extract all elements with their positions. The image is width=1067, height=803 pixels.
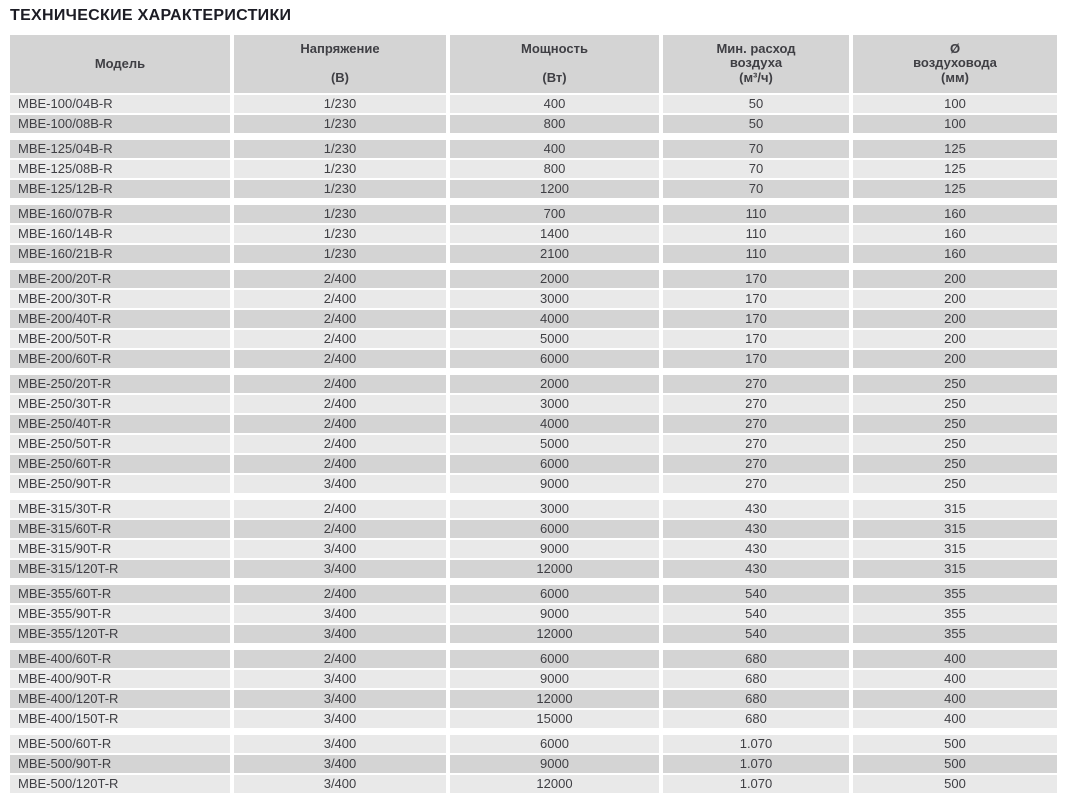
cell-power: 6000 xyxy=(450,455,659,473)
cell-airflow: 170 xyxy=(663,310,849,328)
header-label: Напряжение xyxy=(300,41,380,56)
cell-diameter: 200 xyxy=(853,350,1057,368)
cell-power: 12000 xyxy=(450,560,659,578)
cell-power: 6000 xyxy=(450,350,659,368)
header-cell-airflow xyxy=(663,35,849,93)
table-row xyxy=(10,455,1057,473)
spec-table xyxy=(10,35,1057,795)
cell-diameter: 355 xyxy=(853,605,1057,623)
table-row xyxy=(10,180,1057,198)
table-row xyxy=(10,500,1057,518)
cell-voltage: 2/400 xyxy=(234,375,446,393)
cell-diameter: 250 xyxy=(853,375,1057,393)
cell-diameter: 315 xyxy=(853,540,1057,558)
cell-voltage: 2/400 xyxy=(234,520,446,538)
table-row xyxy=(10,160,1057,178)
cell-model: MBE-200/30T-R xyxy=(10,290,230,308)
cell-airflow: 270 xyxy=(663,395,849,413)
cell-airflow: 430 xyxy=(663,500,849,518)
table-row xyxy=(10,375,1057,393)
cell-model: MBE-400/60T-R xyxy=(10,650,230,668)
cell-airflow: 430 xyxy=(663,540,849,558)
cell-power: 9000 xyxy=(450,475,659,493)
row-group xyxy=(10,375,1057,495)
header-label: Модель xyxy=(94,55,146,71)
cell-model: MBE-250/50T-R xyxy=(10,435,230,453)
header-cell-model xyxy=(10,35,230,93)
cell-diameter: 315 xyxy=(853,500,1057,518)
cell-power: 6000 xyxy=(450,650,659,668)
table-row xyxy=(10,140,1057,158)
cell-airflow: 680 xyxy=(663,650,849,668)
cell-power: 1200 xyxy=(450,180,659,198)
cell-diameter: 315 xyxy=(853,560,1057,578)
cell-power: 1400 xyxy=(450,225,659,243)
table-row xyxy=(10,395,1057,413)
table-row xyxy=(10,650,1057,668)
cell-model: MBE-200/40T-R xyxy=(10,310,230,328)
cell-voltage: 3/400 xyxy=(234,625,446,643)
cell-voltage: 2/400 xyxy=(234,350,446,368)
row-group xyxy=(10,735,1057,795)
table-row xyxy=(10,95,1057,113)
table-row xyxy=(10,270,1057,288)
cell-diameter: 500 xyxy=(853,755,1057,773)
cell-power: 700 xyxy=(450,205,659,223)
cell-model: MBE-250/90T-R xyxy=(10,475,230,493)
cell-airflow: 170 xyxy=(663,350,849,368)
cell-power: 6000 xyxy=(450,585,659,603)
cell-diameter: 160 xyxy=(853,225,1057,243)
cell-power: 5000 xyxy=(450,435,659,453)
cell-model: MBE-500/120T-R xyxy=(10,775,230,793)
cell-power: 9000 xyxy=(450,755,659,773)
cell-voltage: 1/230 xyxy=(234,140,446,158)
cell-voltage: 1/230 xyxy=(234,205,446,223)
row-group xyxy=(10,95,1057,135)
cell-model: MBE-160/21B-R xyxy=(10,245,230,263)
cell-diameter: 200 xyxy=(853,330,1057,348)
cell-airflow: 1.070 xyxy=(663,755,849,773)
cell-voltage: 2/400 xyxy=(234,435,446,453)
cell-airflow: 170 xyxy=(663,270,849,288)
table-row xyxy=(10,690,1057,708)
table-row xyxy=(10,310,1057,328)
cell-diameter: 355 xyxy=(853,585,1057,603)
cell-airflow: 680 xyxy=(663,690,849,708)
table-row xyxy=(10,415,1057,433)
table-row xyxy=(10,670,1057,688)
header-unit: (м³/ч) xyxy=(739,70,773,85)
cell-power: 2100 xyxy=(450,245,659,263)
table-row xyxy=(10,245,1057,263)
cell-voltage: 2/400 xyxy=(234,270,446,288)
header-unit: (Вт) xyxy=(542,70,567,85)
cell-voltage: 2/400 xyxy=(234,585,446,603)
cell-airflow: 110 xyxy=(663,225,849,243)
cell-diameter: 160 xyxy=(853,245,1057,263)
cell-power: 6000 xyxy=(450,520,659,538)
cell-power: 2000 xyxy=(450,375,659,393)
header-cell-voltage xyxy=(234,35,446,93)
cell-airflow: 70 xyxy=(663,140,849,158)
cell-voltage: 1/230 xyxy=(234,225,446,243)
cell-voltage: 2/400 xyxy=(234,395,446,413)
cell-diameter: 400 xyxy=(853,690,1057,708)
row-group xyxy=(10,500,1057,580)
cell-diameter: 355 xyxy=(853,625,1057,643)
cell-model: MBE-355/120T-R xyxy=(10,625,230,643)
cell-voltage: 2/400 xyxy=(234,650,446,668)
cell-airflow: 70 xyxy=(663,160,849,178)
cell-power: 400 xyxy=(450,140,659,158)
table-row xyxy=(10,605,1057,623)
cell-voltage: 3/400 xyxy=(234,560,446,578)
cell-airflow: 680 xyxy=(663,670,849,688)
cell-model: MBE-200/20T-R xyxy=(10,270,230,288)
cell-airflow: 430 xyxy=(663,520,849,538)
cell-airflow: 540 xyxy=(663,605,849,623)
cell-diameter: 400 xyxy=(853,670,1057,688)
table-row xyxy=(10,735,1057,753)
cell-voltage: 2/400 xyxy=(234,500,446,518)
cell-power: 4000 xyxy=(450,310,659,328)
cell-diameter: 500 xyxy=(853,735,1057,753)
cell-airflow: 270 xyxy=(663,475,849,493)
cell-power: 3000 xyxy=(450,395,659,413)
cell-airflow: 110 xyxy=(663,245,849,263)
page-title: ТЕХНИЧЕСКИЕ ХАРАКТЕРИСТИКИ xyxy=(10,7,292,24)
cell-power: 12000 xyxy=(450,775,659,793)
table-row xyxy=(10,435,1057,453)
cell-voltage: 3/400 xyxy=(234,775,446,793)
table-row xyxy=(10,625,1057,643)
table-row xyxy=(10,585,1057,603)
cell-airflow: 270 xyxy=(663,455,849,473)
cell-power: 3000 xyxy=(450,290,659,308)
cell-voltage: 3/400 xyxy=(234,605,446,623)
cell-model: MBE-200/60T-R xyxy=(10,350,230,368)
cell-model: MBE-315/60T-R xyxy=(10,520,230,538)
table-row xyxy=(10,475,1057,493)
cell-model: MBE-400/90T-R xyxy=(10,670,230,688)
table-body xyxy=(10,95,1057,795)
cell-voltage: 3/400 xyxy=(234,670,446,688)
cell-power: 400 xyxy=(450,95,659,113)
cell-voltage: 1/230 xyxy=(234,115,446,133)
row-group xyxy=(10,585,1057,645)
cell-airflow: 1.070 xyxy=(663,775,849,793)
row-group xyxy=(10,140,1057,200)
cell-model: MBE-315/120T-R xyxy=(10,560,230,578)
cell-model: MBE-250/20T-R xyxy=(10,375,230,393)
cell-voltage: 1/230 xyxy=(234,160,446,178)
cell-voltage: 2/400 xyxy=(234,330,446,348)
cell-voltage: 2/400 xyxy=(234,415,446,433)
cell-airflow: 270 xyxy=(663,415,849,433)
cell-diameter: 125 xyxy=(853,140,1057,158)
cell-airflow: 540 xyxy=(663,625,849,643)
cell-airflow: 170 xyxy=(663,330,849,348)
cell-diameter: 200 xyxy=(853,290,1057,308)
cell-voltage: 2/400 xyxy=(234,455,446,473)
cell-power: 12000 xyxy=(450,690,659,708)
cell-diameter: 125 xyxy=(853,160,1057,178)
cell-diameter: 250 xyxy=(853,415,1057,433)
cell-voltage: 2/400 xyxy=(234,310,446,328)
cell-power: 9000 xyxy=(450,670,659,688)
cell-power: 2000 xyxy=(450,270,659,288)
cell-diameter: 100 xyxy=(853,95,1057,113)
cell-model: MBE-400/120T-R xyxy=(10,690,230,708)
cell-diameter: 315 xyxy=(853,520,1057,538)
cell-airflow: 50 xyxy=(663,95,849,113)
cell-voltage: 2/400 xyxy=(234,290,446,308)
header-unit: (мм) xyxy=(941,70,969,85)
cell-model: MBE-315/90T-R xyxy=(10,540,230,558)
table-row xyxy=(10,350,1057,368)
cell-model: MBE-400/150T-R xyxy=(10,710,230,728)
cell-voltage: 3/400 xyxy=(234,755,446,773)
cell-model: MBE-355/60T-R xyxy=(10,585,230,603)
cell-model: MBE-100/08B-R xyxy=(10,115,230,133)
table-row xyxy=(10,560,1057,578)
header-label: Ø воздуховода xyxy=(913,41,997,70)
table-row xyxy=(10,225,1057,243)
cell-voltage: 1/230 xyxy=(234,180,446,198)
cell-diameter: 500 xyxy=(853,775,1057,793)
row-group xyxy=(10,270,1057,370)
cell-diameter: 160 xyxy=(853,205,1057,223)
cell-airflow: 170 xyxy=(663,290,849,308)
cell-power: 4000 xyxy=(450,415,659,433)
cell-power: 9000 xyxy=(450,540,659,558)
cell-airflow: 430 xyxy=(663,560,849,578)
table-row xyxy=(10,115,1057,133)
header-unit: (В) xyxy=(330,70,350,85)
cell-voltage: 3/400 xyxy=(234,475,446,493)
cell-diameter: 400 xyxy=(853,710,1057,728)
table-row xyxy=(10,775,1057,793)
cell-model: MBE-125/04B-R xyxy=(10,140,230,158)
cell-model: MBE-125/12B-R xyxy=(10,180,230,198)
cell-airflow: 270 xyxy=(663,375,849,393)
cell-model: MBE-250/40T-R xyxy=(10,415,230,433)
header-cell-diameter xyxy=(853,35,1057,93)
cell-power: 12000 xyxy=(450,625,659,643)
cell-power: 3000 xyxy=(450,500,659,518)
cell-airflow: 50 xyxy=(663,115,849,133)
cell-voltage: 3/400 xyxy=(234,540,446,558)
cell-airflow: 540 xyxy=(663,585,849,603)
cell-power: 9000 xyxy=(450,605,659,623)
cell-airflow: 1.070 xyxy=(663,735,849,753)
cell-diameter: 200 xyxy=(853,270,1057,288)
cell-model: MBE-250/30T-R xyxy=(10,395,230,413)
cell-power: 15000 xyxy=(450,710,659,728)
row-group xyxy=(10,650,1057,730)
cell-model: MBE-125/08B-R xyxy=(10,160,230,178)
cell-power: 5000 xyxy=(450,330,659,348)
cell-airflow: 70 xyxy=(663,180,849,198)
cell-model: MBE-500/90T-R xyxy=(10,755,230,773)
cell-power: 6000 xyxy=(450,735,659,753)
table-row xyxy=(10,330,1057,348)
cell-model: MBE-500/60T-R xyxy=(10,735,230,753)
cell-diameter: 250 xyxy=(853,455,1057,473)
table-row xyxy=(10,520,1057,538)
table-row xyxy=(10,290,1057,308)
cell-model: MBE-250/60T-R xyxy=(10,455,230,473)
cell-diameter: 100 xyxy=(853,115,1057,133)
table-row xyxy=(10,755,1057,773)
cell-airflow: 110 xyxy=(663,205,849,223)
header-cell-power xyxy=(450,35,659,93)
cell-diameter: 400 xyxy=(853,650,1057,668)
cell-voltage: 1/230 xyxy=(234,245,446,263)
table-row xyxy=(10,540,1057,558)
cell-model: MBE-315/30T-R xyxy=(10,500,230,518)
cell-power: 800 xyxy=(450,160,659,178)
cell-voltage: 3/400 xyxy=(234,735,446,753)
header-label: Мин. расход воздуха xyxy=(716,41,796,70)
header-label: Мощность xyxy=(521,41,588,56)
table-header xyxy=(10,35,1057,93)
cell-voltage: 3/400 xyxy=(234,710,446,728)
table-row xyxy=(10,710,1057,728)
cell-model: MBE-200/50T-R xyxy=(10,330,230,348)
cell-diameter: 200 xyxy=(853,310,1057,328)
table-row xyxy=(10,205,1057,223)
cell-diameter: 250 xyxy=(853,395,1057,413)
cell-diameter: 250 xyxy=(853,435,1057,453)
cell-power: 800 xyxy=(450,115,659,133)
cell-voltage: 1/230 xyxy=(234,95,446,113)
cell-voltage: 3/400 xyxy=(234,690,446,708)
cell-model: MBE-160/14B-R xyxy=(10,225,230,243)
row-group xyxy=(10,205,1057,265)
cell-model: MBE-160/07B-R xyxy=(10,205,230,223)
cell-model: MBE-355/90T-R xyxy=(10,605,230,623)
cell-airflow: 680 xyxy=(663,710,849,728)
cell-diameter: 250 xyxy=(853,475,1057,493)
cell-airflow: 270 xyxy=(663,435,849,453)
cell-model: MBE-100/04B-R xyxy=(10,95,230,113)
cell-diameter: 125 xyxy=(853,180,1057,198)
